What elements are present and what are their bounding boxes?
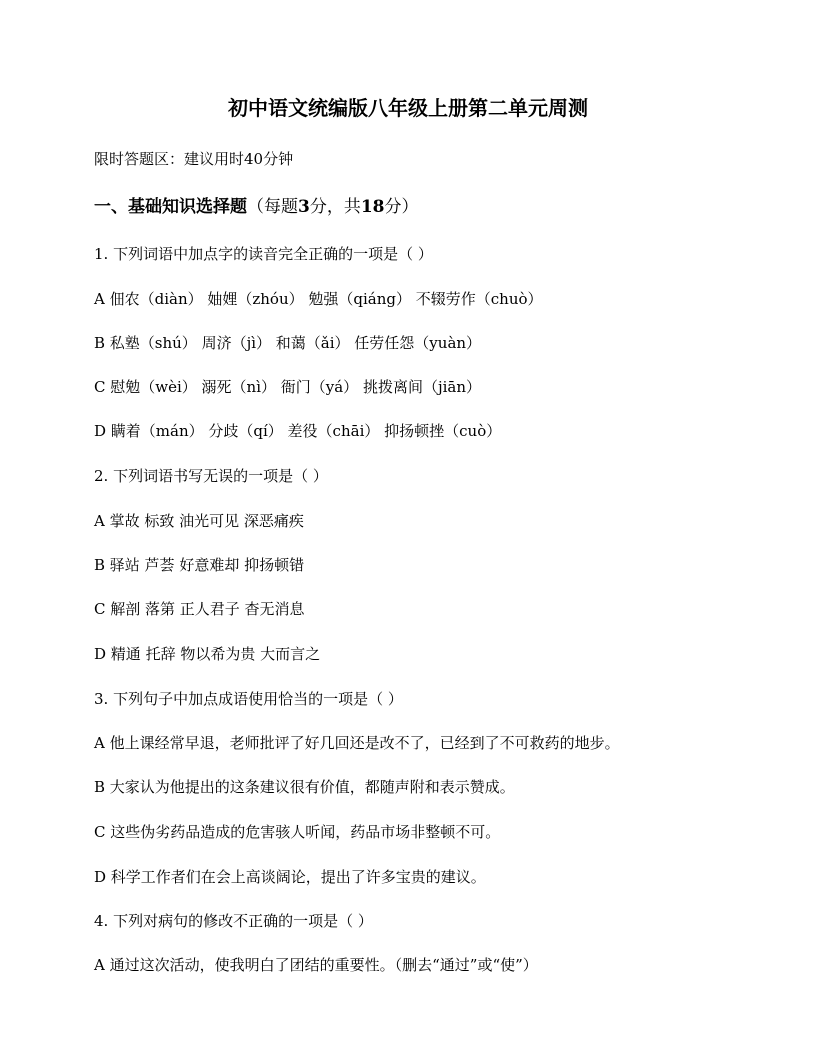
option-b: B 驿站 芦荟 好意难却 抑扬顿错 xyxy=(94,556,305,574)
section-points: （每题3分，共18分） xyxy=(247,197,419,217)
option-c: C 这些伪劣药品造成的危害骇人听闻，药品市场非整顿不可。 xyxy=(94,823,501,841)
option-b: B 私塾（shú） 周济（jì） 和蔼（ǎi） 任劳任怨（yuàn） xyxy=(94,334,482,352)
time-note: 限时答题区：建议用时40分钟 xyxy=(94,150,294,168)
option-a: A 通过这次活动，使我明白了团结的重要性。（删去“通过”或“使”） xyxy=(94,956,538,974)
question-stem: 4. 下列对病句的修改不正确的一项是（ ） xyxy=(94,912,373,930)
option-c: C 解剖 落第 正人君子 杳无消息 xyxy=(94,600,305,618)
question-stem: 3. 下列句子中加点成语使用恰当的一项是（ ） xyxy=(94,690,403,708)
option-d: D 精通 托辞 物以希为贵 大而言之 xyxy=(94,645,321,663)
question-stem: 2. 下列词语书写无误的一项是（ ） xyxy=(94,467,328,485)
option-d: D 瞒着（mán） 分歧（qí） 差役（chāi） 抑扬顿挫（cuò） xyxy=(94,422,502,440)
option-b: B 大家认为他提出的这条建议很有价值，都随声附和表示赞成。 xyxy=(94,778,515,796)
page-title: 初中语文统编版八年级上册第二单元周测 xyxy=(228,96,588,120)
option-d: D 科学工作者们在会上高谈阔论，提出了许多宝贵的建议。 xyxy=(94,868,486,886)
section-heading xyxy=(94,196,419,218)
option-a: A 掌故 标致 油光可见 深恶痛疾 xyxy=(94,512,304,530)
option-a: A 佃农（diàn） 妯娌（zhóu） 勉强（qiáng） 不辍劳作（chuò） xyxy=(94,290,543,308)
section-title: 一、基础知识选择题 xyxy=(94,197,247,217)
option-c: C 慰勉（wèi） 溺死（nì） 衙门（yá） 挑拨离间（jiān） xyxy=(94,378,481,396)
question-stem: 1. 下列词语中加点字的读音完全正确的一项是（ ） xyxy=(94,245,433,263)
option-a: A 他上课经常早退，老师批评了好几回还是改不了，已经到了不可救药的地步。 xyxy=(94,734,620,752)
